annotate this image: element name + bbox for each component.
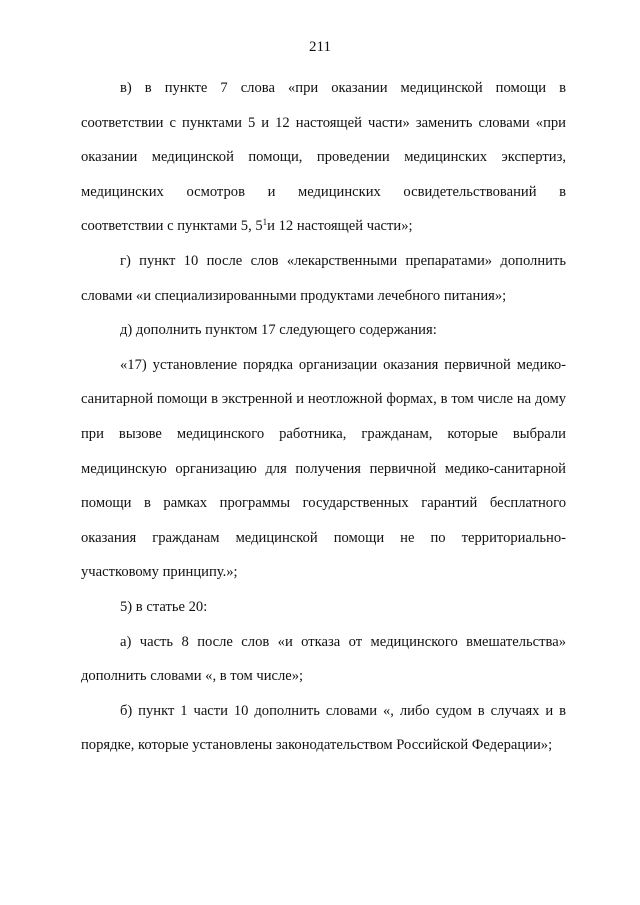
paragraph-point-17-text: «17) установление порядка организации оказания первичной медико-санитарной помощи в экстренной и неотложной формах, в том числе на дому при вызове медицинского работника, гражданам, которые выбрали медицинскую организацию для получения первичной медико-санитарной помощи в рамках программы государственных гарантий бесплатного оказания гражданам медицинской помощи не по территориально-участковому принципу.»; — [81, 356, 566, 581]
document-body — [81, 71, 566, 763]
paragraph-article-20: 5) в статье 20: — [120, 598, 208, 615]
paragraph-g-point-10: г) пункт 10 после слов «лекарственными препаратами» дополнить словами «и специализированными продуктами лечебного питания»; — [81, 252, 566, 304]
paragraph-b-point-1-part-10: б) пункт 1 части 10 дополнить словами «, либо судом в случаях и в порядке, которые установлены законодательством Российской Федерации»; — [81, 702, 566, 754]
paragraph-v-point-7: в) в пункте 7 слова «при оказании медицинской помощи в соответствии с пунктами 5 и 12 настоящей части» заменить словами «при оказании медицинской помощи, проведении медицинских экспертиз, медицинских осмотров и медицинских освидетельствований в — [81, 80, 566, 200]
paragraph-v-ending-text-after: и 12 настоящей части»; — [267, 218, 413, 235]
paragraph-d-point-17: д) дополнить пунктом 17 следующего содержания: — [120, 322, 437, 339]
page-number: 211 — [309, 39, 331, 55]
paragraph-a-part-8: а) часть 8 после слов «и отказа от медицинского вмешательства» дополнить словами «, в том числе»; — [81, 633, 566, 685]
superscript-one: 1 — [262, 217, 268, 228]
paragraph-v-ending-text: соответствии с пунктами 5, 5 — [81, 218, 263, 235]
paragraph-v-point-7-ending — [81, 209, 566, 244]
